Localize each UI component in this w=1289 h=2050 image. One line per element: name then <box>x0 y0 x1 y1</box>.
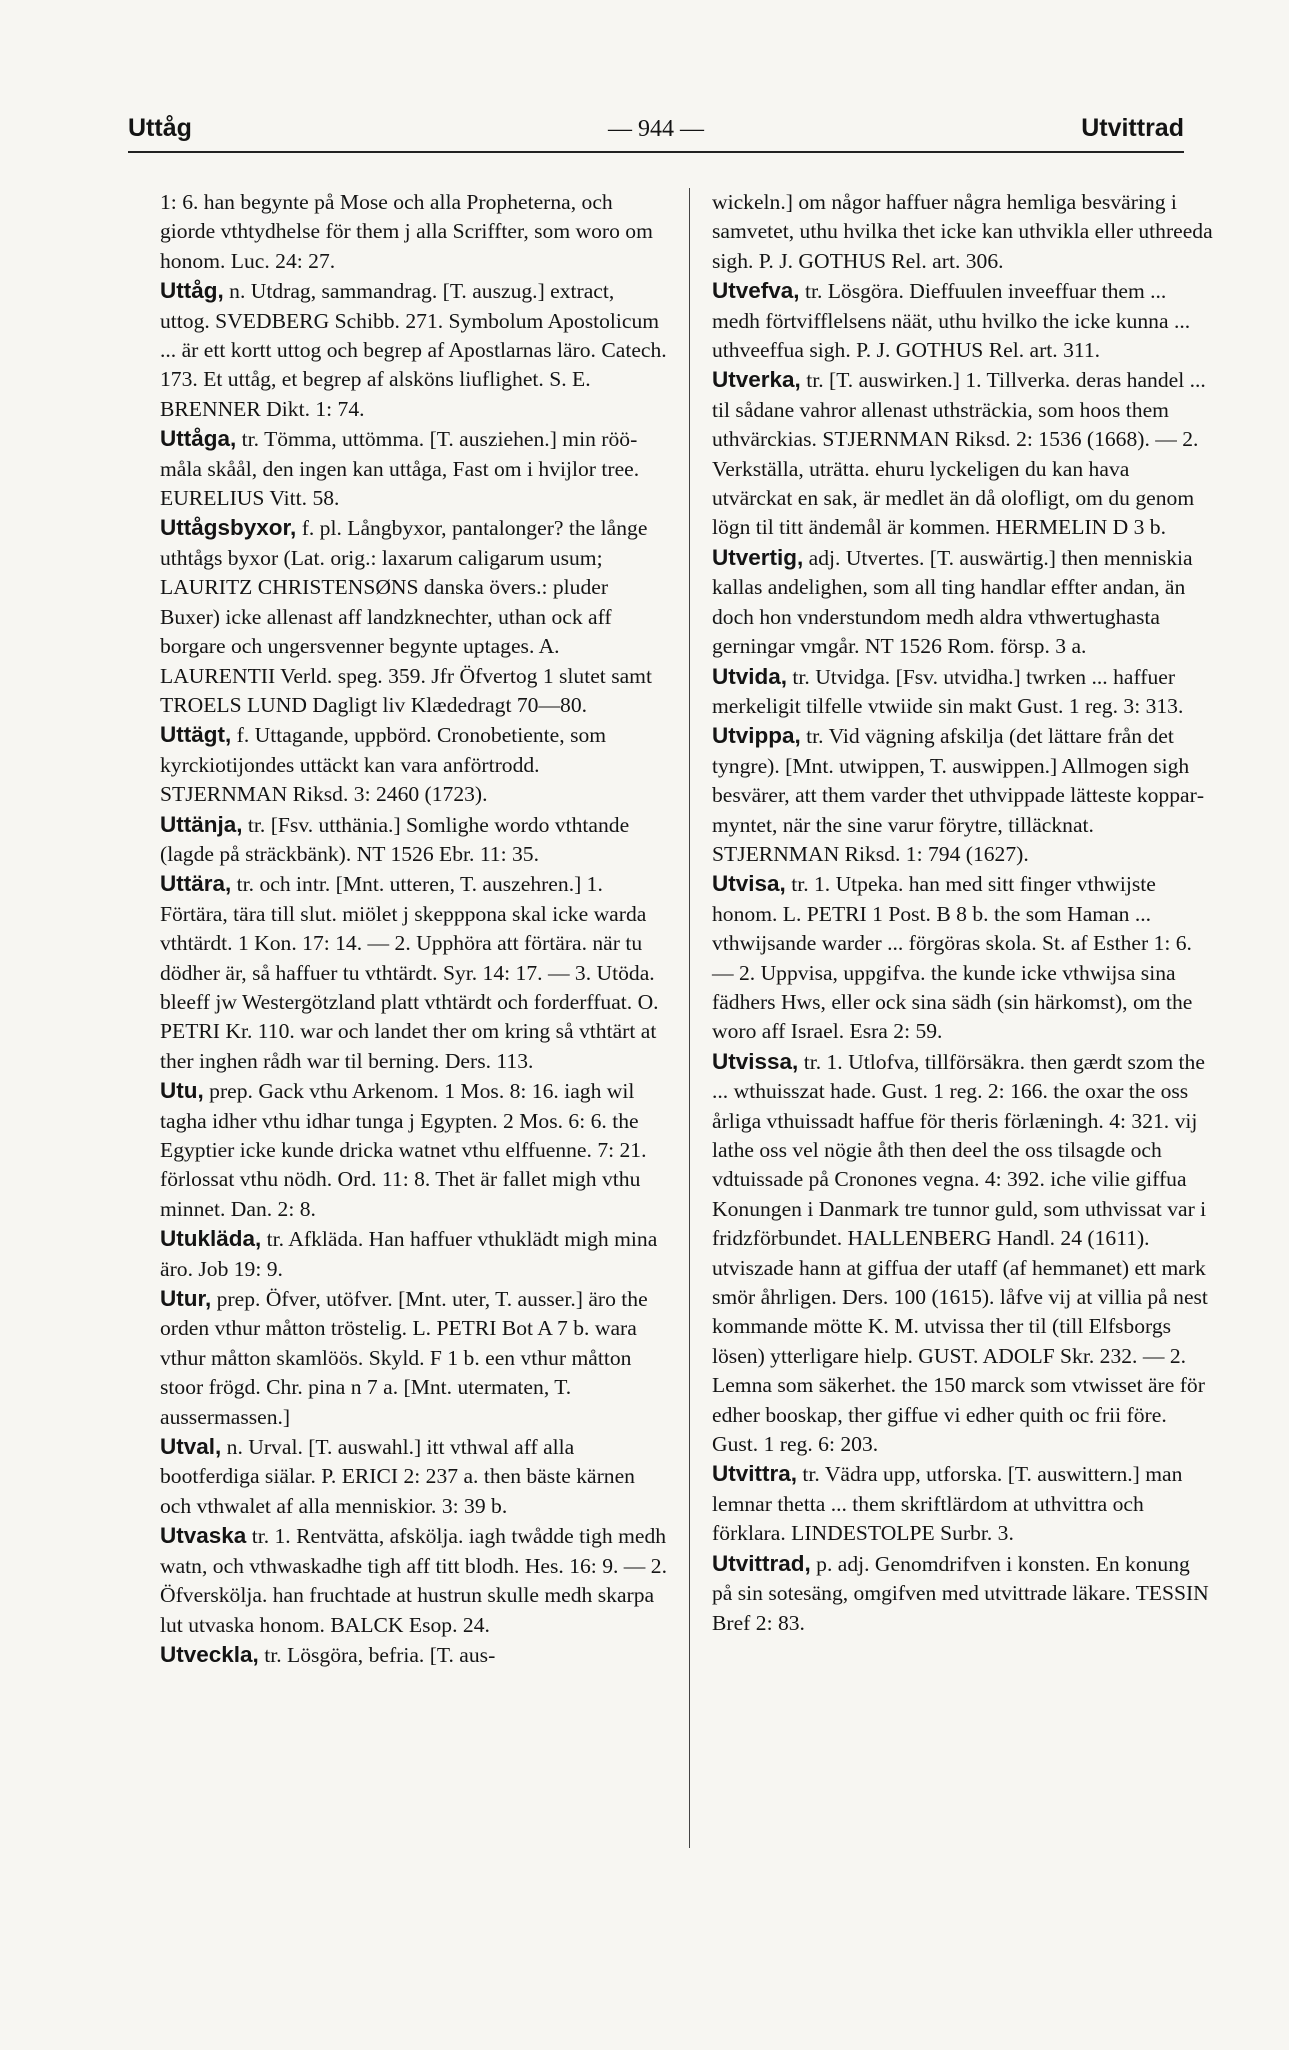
entry-body: tr. Vädra upp, utforska. [T. auswittern.] man lemnar thetta ... them skriftlärdom at uthvittra och förklara. LINDESTOLPE Surbr. 3. <box>712 1462 1183 1546</box>
running-header <box>128 114 1184 154</box>
entry-body: tr. 1. Utlofva, tillförsäkra. then gærdt szom the ... wthuisszat hade. Gust. 1 reg. 2: 166. the oxar the oss årliga vthuissadt haffue för theris förlæningh. 4: 321. vij lathe oss vel nögie åth then deel the oss tilsagde och vdtuissade på Cronones vegna. 4: 392. iche vilie giffua Konungen i Danmark tre tunnor guld, som uthvissat var i fridzförbundet. HALLENBERG Handl. 24 (1611). utviszade hann at giffua der utaff (af hemmanet) ett mark smör åhrligen. Ders. 100 (1615). låfve vij at villia på nest kommande mötte K. M. utvissa ther til (till Elfsborgs lösen) ytterligare hielp. GUST. ADOLF Skr. 232. — 2. Lemna som säkerhet. the 150 marck som vtwisset äre för edher booskap, ther giffue vi edher quith oc frii före. Gust. 1 reg. 6: 203. <box>712 1049 1208 1457</box>
entry-body: tr. och intr. [Mnt. utteren, T. auszehren.] 1. Förtära, tära till slut. miölet j skepppona skal icke warda vthtärdt. 1 Kon. 17: 14. — 2. Upphöra att förtära. när tu dödher är, så haffuer tu vthtärdt. Syr. 14: 17. — 3. Utöda. bleeff jw Westergötzland platt vthtärdt och forderffuat. O. PETRI Kr. 110. war och landet ther om kring så vthtärt at ther inghen rådh war til berning. Ders. 113. <box>160 872 659 1073</box>
entry-body: f. Uttagande, uppbörd. Cronobetiente, som kyrckiotijondes uttäckt kan vara anförtrodd. STJERNMAN Riksd. 3: 2460 (1723). <box>160 723 607 807</box>
entry-headword: Utverka, <box>712 367 801 393</box>
entry-body: wickeln.] om någor haffuer några hemliga besväring i samvetet, uthu hvilka thet icke kan uthvikla eller uthreeda sigh. P. J. GOTHUS Rel. art. 306. <box>712 190 1213 273</box>
dictionary-entry <box>712 188 1214 276</box>
entry-body: p. adj. Genomdrifven i konsten. En konung på sin sotesäng, omgifven med utvittrade läkare. TESSIN Bref 2: 83. <box>712 1551 1209 1635</box>
entry-headword: Uttära, <box>160 871 232 897</box>
entry-headword: Utvippa, <box>712 723 801 749</box>
entry-body: tr. 1. Rentvätta, afskölja. iagh twådde tigh medh watn, och vthwaskadhe tigh aff titt blodh. Hes. 16: 9. — 2. Öfverskölja. han fruchtade at hustrun skulle medh skarpa lut utvaska honom. BALCK Esop. 24. <box>160 1524 667 1637</box>
dictionary-entry <box>160 810 669 870</box>
entry-body: tr. 1. Utpeka. han med sitt finger vthwijste honom. L. PETRI 1 Post. B 8 b. the som Haman ... vthwijsande warder ... förgöras skola. St. af Esther 1: 6. — 2. Uppvisa, uppgifva. the kunde icke vthwijsa sina fädhers Hws, eller ock sina sädh (sin härkomst), om the woro aff Israel. Esra 2: 59. <box>712 872 1193 1044</box>
entry-headword: Utvittra, <box>712 1461 798 1487</box>
header-rule <box>128 151 1184 153</box>
entry-body: n. Utdrag, sammandrag. [T. auszug.] extract, uttog. SVEDBERG Schibb. 271. Symbolum Apostolicum ... är ett kortt uttog och begrep af Apostlarnas läro. Catech. 173. Et uttåg, et begrep af alsköns liuflighet. S. E. BRENNER Dikt. 1: 74. <box>160 279 667 421</box>
entry-body: 1: 6. han begynte på Mose och alla Propheterna, och giorde vthtydhelse för them j alla Scriffter, som woro om honom. Luc. 24: 27. <box>160 190 653 273</box>
dictionary-entry <box>712 869 1214 1046</box>
entry-body: tr. Lösgöra. Dieffuulen inveeffuar them ... medh förtvifflelsens näät, uthu hvilko the icke kunna ... uthveeffua sigh. P. J. GOTHUS Rel. art. 311. <box>712 279 1191 363</box>
entry-body: tr. Lösgöra, befria. [T. aus- <box>258 1642 496 1667</box>
dictionary-entry <box>160 1076 669 1224</box>
entry-body: prep. Öfver, utöfver. [Mnt. uter, T. ausser.] äro the orden vthur måtton tröstelig. L. PETRI Bot A 7 b. wara vthur måtton skamlöös. Skyld. F 1 b. een vthur måtton stoor frögd. Chr. pina n 7 a. [Mnt. utermaten, T. aussermassen.] <box>160 1287 648 1429</box>
dictionary-entry <box>160 513 669 720</box>
entry-headword: Utukläda, <box>160 1226 262 1252</box>
dictionary-entry <box>160 1640 669 1670</box>
dictionary-entry <box>712 721 1214 869</box>
entry-body: n. Urval. [T. auswahl.] itt vthwal aff alla bootferdiga siälar. P. ERICI 2: 237 a. then bäste kärnen och vthwalet af alla menniskior. 3: 39 b. <box>160 1435 635 1518</box>
dictionary-entry <box>712 1047 1214 1460</box>
dictionary-entry <box>712 365 1214 542</box>
dictionary-entry <box>160 1521 669 1640</box>
dictionary-entry <box>712 1459 1214 1548</box>
entry-headword: Utur, <box>160 1286 212 1312</box>
dictionary-entry <box>160 1432 669 1521</box>
entry-body: prep. Gack vthu Arkenom. 1 Mos. 8: 16. iagh wil tagha idher vthu idhar tunga j Egypten. 2 Mos. 6: 6. the Egyptier icke kunde dricka watnet vthu elffuenne. 7: 21. förlossat vthu nödh. Ord. 11: 8. Thet är fallet migh vthu minnet. Dan. 2: 8. <box>160 1079 647 1221</box>
entry-headword: Utval, <box>160 1434 222 1460</box>
entry-headword: Utvida, <box>712 663 788 689</box>
entry-headword: Utvisa, <box>712 871 786 897</box>
dictionary-entry <box>160 869 669 1076</box>
dictionary-entry <box>712 543 1214 662</box>
entry-headword: Uttåg, <box>160 278 224 304</box>
dictionary-entry <box>160 188 669 276</box>
entry-headword: Uttägt, <box>160 722 232 748</box>
dictionary-entry <box>160 720 669 809</box>
entry-headword: Utu, <box>160 1078 204 1104</box>
right-column <box>712 188 1214 1638</box>
page-number: — 944 — <box>608 116 704 142</box>
dictionary-entry <box>712 276 1214 365</box>
entry-body: adj. Utvertes. [T. auswärtig.] then menniskia kallas andelighen, som all ting handlar effter andan, än doch hon vnderstundom medh aldra vthwertughasta gerningar vmgår. NT 1526 Rom. försp. 3 a. <box>712 545 1193 659</box>
entry-body: tr. Afkläda. Han haffuer vthuklädt migh mina äro. Job 19: 9. <box>160 1227 658 1281</box>
entry-headword: Utveckla, <box>160 1641 259 1667</box>
dictionary-entry <box>160 1224 669 1284</box>
column-divider <box>689 188 690 1848</box>
entry-headword: Uttåga, <box>160 426 237 452</box>
dictionary-entry <box>160 424 669 513</box>
entry-headword: Utvefva, <box>712 278 800 304</box>
entry-headword: Uttågsbyxor, <box>160 515 297 541</box>
entry-headword: Utvittrad, <box>712 1550 811 1576</box>
header-right-word: Utvittrad <box>1081 114 1184 142</box>
entry-headword: Uttänja, <box>160 811 243 837</box>
entry-body: tr. [Fsv. utthänia.] Somlighe wordo vthtande (lagde på sträckbänk). NT 1526 Ebr. 11: 35. <box>160 812 630 866</box>
entry-body: tr. Vid vägning afskilja (det lättare från det tyngre). [Mnt. utwippen, T. auswippen.] Allmogen sigh besvärer, att them varder thet uthvippade lätteste kopparmyntet, när the sine varur förytre, tilläcknat. STJERNMAN Riksd. 1: 794 (1627). <box>712 724 1205 866</box>
left-column <box>160 188 669 1670</box>
entry-headword: Utvaska <box>160 1523 247 1549</box>
entry-body: tr. [T. auswirken.] 1. Tillverka. deras handel ... til sådane vahror allenast uthsträckia, som hoos them uthvärckias. STJERNMAN Riksd. 2: 1536 (1668). — 2. Verkställa, uträtta. ehuru lyckeligen du kan hava utvärckat en sak, är medlet än då olofligt, om du genom lögn til titt ändemål är kommen. HERMELIN D 3 b. <box>712 368 1206 540</box>
entry-headword: Utvertig, <box>712 544 804 570</box>
dictionary-entry <box>712 662 1214 722</box>
dictionary-entry <box>160 1284 669 1432</box>
header-left-word: Uttåg <box>128 114 192 142</box>
dictionary-entry <box>160 276 669 424</box>
entry-body: tr. Tömma, uttömma. [T. ausziehen.] min röö-måla skåål, den ingen kan uttåga, Fast om i hvijlor tree. EURELIUS Vitt. 58. <box>160 427 640 511</box>
entry-headword: Utvissa, <box>712 1048 799 1074</box>
dictionary-entry <box>712 1549 1214 1638</box>
entry-body: f. pl. Långbyxor, pantalonger? the långe uthtågs byxor (Lat. orig.: laxarum caligarum usum; LAURITZ CHRISTENSØNS danska övers.: pluder Buxer) icke allenast aff landzknechter, uthan ock aff borgare och ungersvenner begynte uptages. A. LAURENTII Verld. speg. 359. Jfr Öfvertog 1 slutet samt TROELS LUND Dagligt liv Klædedragt 70—80. <box>160 516 652 717</box>
entry-body: tr. Utvidga. [Fsv. utvidha.] twrken ... haffuer merkeligit tilfelle vtwiide sin makt Gust. 1 reg. 3: 313. <box>712 664 1184 718</box>
